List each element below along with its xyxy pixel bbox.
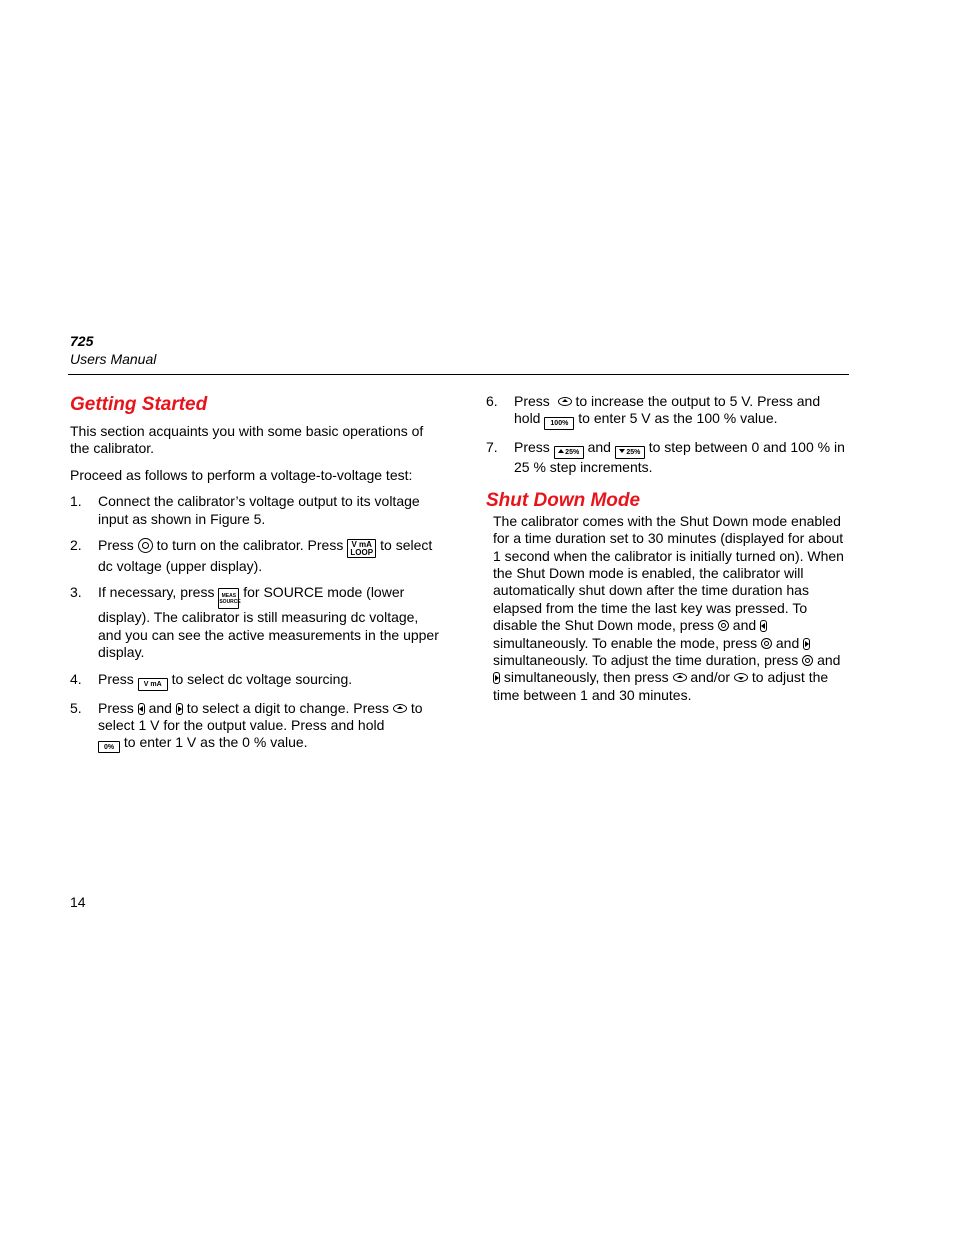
step-number: 1. [70,493,82,510]
paragraph-text: and [775,634,800,651]
step-text: If necessary, press [98,584,215,601]
step-text: Press [514,393,550,409]
step-text: Press [98,537,134,554]
paragraph-text: and/or [690,669,731,686]
paragraph-text: The calibrator comes with the Shut Down mode enabled for a time duration set to 30 minutes (displayed for about 1 second when the calibrator is initially turned on). When the Shut Down mode is enabled, the calibrator will automatically shut down after the time duration has elapsed from the time the last key was pressed. To disable the Shut Down mode, press [493,512,844,634]
key-label: V mA [351,540,372,550]
power-key-icon [138,538,153,553]
step-text: to select dc voltage (upper display). [98,537,433,575]
left-column [70,393,442,762]
section-title-getting-started: Getting Started [70,394,208,415]
step-number: 2. [70,537,82,554]
v-ma-key-icon: V mA [138,678,168,691]
left-arrow-key-icon [760,620,767,632]
manual-subtitle: Users Manual [70,351,157,367]
list-item [70,493,442,528]
key-label: MEAS [221,593,237,600]
manual-model-number: 725 [70,333,94,349]
step-text: and [148,699,172,716]
section-title-shut-down-mode: Shut Down Mode [486,489,641,511]
steps-list [486,393,848,477]
step-text: to enter 1 V as the 0 % value. [123,734,308,751]
list-item [70,671,442,691]
power-key-icon [718,620,729,631]
key-label: LOOP [350,548,374,558]
key-label: 25% [626,449,641,457]
zero-percent-key-icon: 0% [98,741,120,753]
step-text: to turn on the calibrator. Press [156,537,344,554]
list-item [486,393,848,430]
list-item [70,537,442,575]
paragraph-text: simultaneously. To enable the mode, press [493,634,758,651]
step-down-25-key-icon [615,446,645,459]
key-label: 25% [565,449,580,457]
step-number: 4. [70,670,82,687]
step-up-25-key-icon [554,446,584,459]
list-item [70,700,442,754]
paragraph-text: and [817,652,841,669]
key-label: SOURCE [219,599,241,606]
list-item [486,439,848,476]
paragraph-text: and [732,617,757,634]
intro-paragraph: This section acquaints you with some basic operations of the calibrator. [70,423,424,457]
step-text: and [587,439,611,456]
step-number: 3. [70,584,82,601]
step-text: to enter 5 V as the 100 % value. [578,410,778,427]
step-text: to increase the output to 5 V. Press and hold [514,393,821,427]
step-number: 5. [70,699,82,716]
up-arrow-key-icon [558,397,572,406]
down-arrow-key-icon [734,673,748,682]
step-text: to select 1 V for the output value. Press and hold [98,699,423,734]
up-arrow-key-icon [673,673,687,682]
left-arrow-key-icon [138,703,145,715]
step-text: Press [98,670,134,687]
triangle-up-icon [558,449,564,453]
meas-source-key-icon [218,588,239,609]
right-column [486,393,848,704]
step-text: Connect the calibrator’s voltage output to its voltage input as shown in Figure 5. [98,493,420,527]
paragraph-text: to adjust the time between 1 and 30 minutes. [493,669,829,703]
step-text: Press [514,439,550,456]
step-text: for SOURCE mode (lower display). The calibrator is still measuring dc voltage, and you can see the active measurements in the upper display. [98,584,439,661]
up-arrow-key-icon [393,704,407,713]
hundred-percent-key-icon: 100% [544,417,574,430]
header-divider [68,374,849,375]
power-key-icon [802,655,813,666]
power-key-icon [761,638,772,649]
paragraph-text: simultaneously. To adjust the time duration, press [493,652,799,669]
shut-down-paragraph [486,513,848,704]
page-number: 14 [70,894,86,910]
step-number: 6. [486,393,498,409]
triangle-down-icon [619,449,625,453]
step-text: Press [98,699,134,716]
paragraph-text: simultaneously, then press [503,669,669,686]
right-arrow-key-icon [176,703,183,715]
list-item [70,584,442,661]
step-text: to step between 0 and 100 % in 25 % step increments. [514,439,845,476]
right-arrow-key-icon [803,638,810,650]
steps-list [70,493,442,753]
right-arrow-key-icon [493,672,500,684]
step-number: 7. [486,439,498,456]
step-text: to select a digit to change. Press [186,699,390,716]
v-ma-loop-key-icon [347,539,376,558]
proceed-paragraph: Proceed as follows to perform a voltage-to-voltage test: [70,466,413,483]
step-text: to select dc voltage sourcing. [171,670,353,687]
